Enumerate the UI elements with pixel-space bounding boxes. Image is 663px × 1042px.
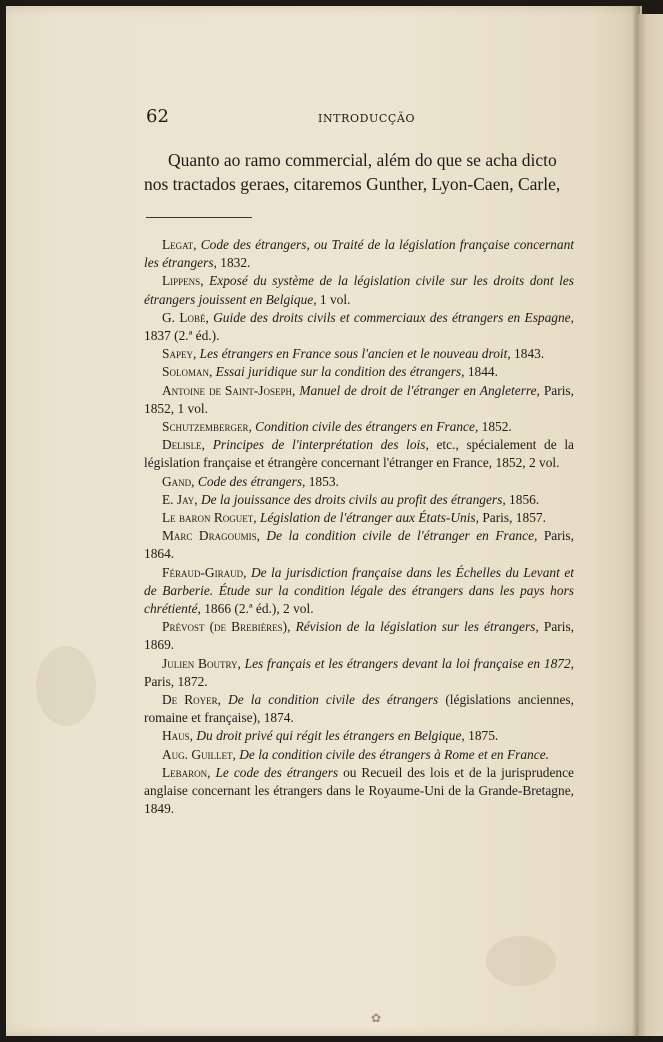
reference-work: De la condition civile de l'étranger en France, — [266, 528, 538, 544]
reference-entry — [144, 436, 574, 472]
running-head: INTRODUCÇÃO — [318, 112, 416, 125]
reference-entry — [144, 509, 574, 527]
reference-author: Lippens, — [162, 273, 204, 289]
reference-entry — [144, 655, 574, 691]
reference-author: Aug. Guillet, — [162, 746, 236, 762]
reference-entry — [144, 363, 574, 381]
reference-rest: Paris, 1872. — [144, 673, 208, 689]
reference-author: Prévost (de Brebières), — [162, 619, 291, 635]
reference-author: Féraud-Giraud, — [162, 564, 247, 580]
reference-work: De la jurisdiction française dans les Échelles du Levant et de Barberie. Étude sur la condition légale des étrangers dans les pays hors chrétienté, — [144, 564, 574, 617]
reference-rest: 1852. — [478, 419, 512, 435]
reference-entry — [144, 491, 574, 509]
reference-rest: 1875. — [464, 728, 499, 744]
reference-work: Législation de l'étranger aux États-Unis, — [260, 510, 479, 526]
reference-rest: 1866 (2.ª éd.), 2 vol. — [200, 601, 314, 617]
paper-stain — [36, 646, 96, 726]
reference-rest: Paris, 1857. — [478, 510, 546, 526]
reference-rest: 1856. — [505, 491, 540, 507]
reference-entry — [144, 527, 574, 563]
reference-author: Julien Boutry, — [162, 655, 241, 671]
reference-rest: (législations anciennes, romaine et française), 1874. — [144, 692, 574, 726]
reference-entry — [144, 746, 574, 764]
reference-entry — [144, 272, 574, 308]
page-number: 62 — [146, 106, 169, 127]
intro-paragraph — [144, 148, 574, 196]
reference-author: Sapey, — [162, 346, 197, 362]
intro-line: Quanto ao ramo commercial, além do que se acha dicto — [168, 150, 557, 170]
reference-rest: Paris, 1869. — [144, 619, 574, 653]
reference-entry — [144, 382, 574, 418]
reference-entry — [144, 618, 574, 654]
reference-work: Condition civile des étrangers en France, — [255, 419, 479, 435]
reference-rest: etc., spécialement de la législation française et étrangère concernant l'étranger en France, 1852, 2 vol. — [144, 437, 574, 471]
reference-rest: ou Recueil des lois et de la jurisprudence anglaise concernant les étrangers dans le Royaume-Uni de la Grande-Bretagne, 1849. — [144, 764, 574, 817]
reference-rest: 1843. — [510, 346, 545, 362]
reference-author: Haus, — [162, 728, 194, 744]
intro-line: nos tractados geraes, citaremos Gunther, Lyon-Caen, Carle, — [144, 174, 561, 194]
reference-rest: 1844. — [464, 364, 498, 380]
reference-author: Lebaron, — [162, 764, 211, 780]
ornament-mark: ✿ — [371, 1011, 382, 1025]
reference-work: Le code des étrangers — [215, 764, 339, 780]
reference-work: De la condition civile des étrangers à Rome et en France. — [239, 746, 549, 762]
reference-work: Essai juridique sur la condition des étrangers, — [215, 364, 465, 380]
reference-work: De la jouissance des droits civils au profit des étrangers, — [200, 491, 506, 507]
reference-work: Exposé du système de la législation civile sur les droits dont les étrangers jouissent en Belgique, — [144, 273, 574, 307]
reference-work: Manuel de droit de l'étranger en Angleterre, — [299, 382, 540, 398]
reference-work: De la condition civile des étrangers — [228, 692, 439, 708]
reference-entry — [144, 418, 574, 436]
reference-entry — [144, 309, 574, 345]
footnote-rule — [146, 217, 252, 218]
reference-work: Guide des droits civils et commerciaux des étrangers en Espagne, — [213, 309, 574, 325]
page-header — [146, 106, 576, 130]
reference-entry — [144, 691, 574, 727]
reference-rest: Paris, 1864. — [144, 528, 574, 562]
reference-author: E. Jay, — [162, 491, 198, 507]
reference-entry — [144, 727, 574, 745]
reference-list — [144, 236, 574, 819]
reference-work: Les étrangers en France sous l'ancien et le nouveau droit, — [199, 346, 511, 362]
reference-entry — [144, 764, 574, 819]
reference-entry — [144, 564, 574, 619]
reference-work: Du droit privé qui régit les étrangers en Belgique, — [196, 728, 465, 744]
reference-author: Schutzemberger, — [162, 419, 252, 435]
reference-author: Delisle, — [162, 437, 206, 453]
reference-work: Les français et les étrangers devant la loi française en 1872, — [244, 655, 574, 671]
reference-work: Code des étrangers, ou Traité de la législation française concernant les étrangers, — [144, 237, 574, 271]
reference-entry — [144, 345, 574, 363]
reference-rest: 1 vol. — [316, 291, 351, 307]
next-page-edge — [638, 14, 663, 1036]
reference-entry — [144, 236, 574, 272]
reference-author: Soloman, — [162, 364, 213, 380]
reference-work: Révision de la législation sur les étrangers, — [295, 619, 539, 635]
reference-author: Le baron Roguet, — [162, 510, 257, 526]
book-page — [6, 6, 642, 1036]
reference-author: Marc Dragoumis, — [162, 528, 260, 544]
reference-work: Code des étrangers, — [197, 473, 306, 489]
reference-author: Legat, — [162, 237, 197, 252]
reference-author: Antoine de Saint-Joseph, — [162, 382, 296, 398]
reference-rest: Paris, 1852, 1 vol. — [144, 382, 574, 416]
paper-stain — [486, 936, 556, 986]
reference-author: G. Lobé, — [162, 309, 209, 325]
reference-work: Principes de l'interprétation des lois, — [212, 437, 429, 453]
reference-author: De Royer, — [162, 692, 222, 708]
reference-rest: 1832. — [216, 255, 251, 271]
reference-author: Gand, — [162, 473, 195, 489]
reference-rest: 1853. — [305, 473, 339, 489]
reference-rest: 1837 (2.ª éd.). — [144, 328, 220, 344]
reference-entry — [144, 473, 574, 491]
